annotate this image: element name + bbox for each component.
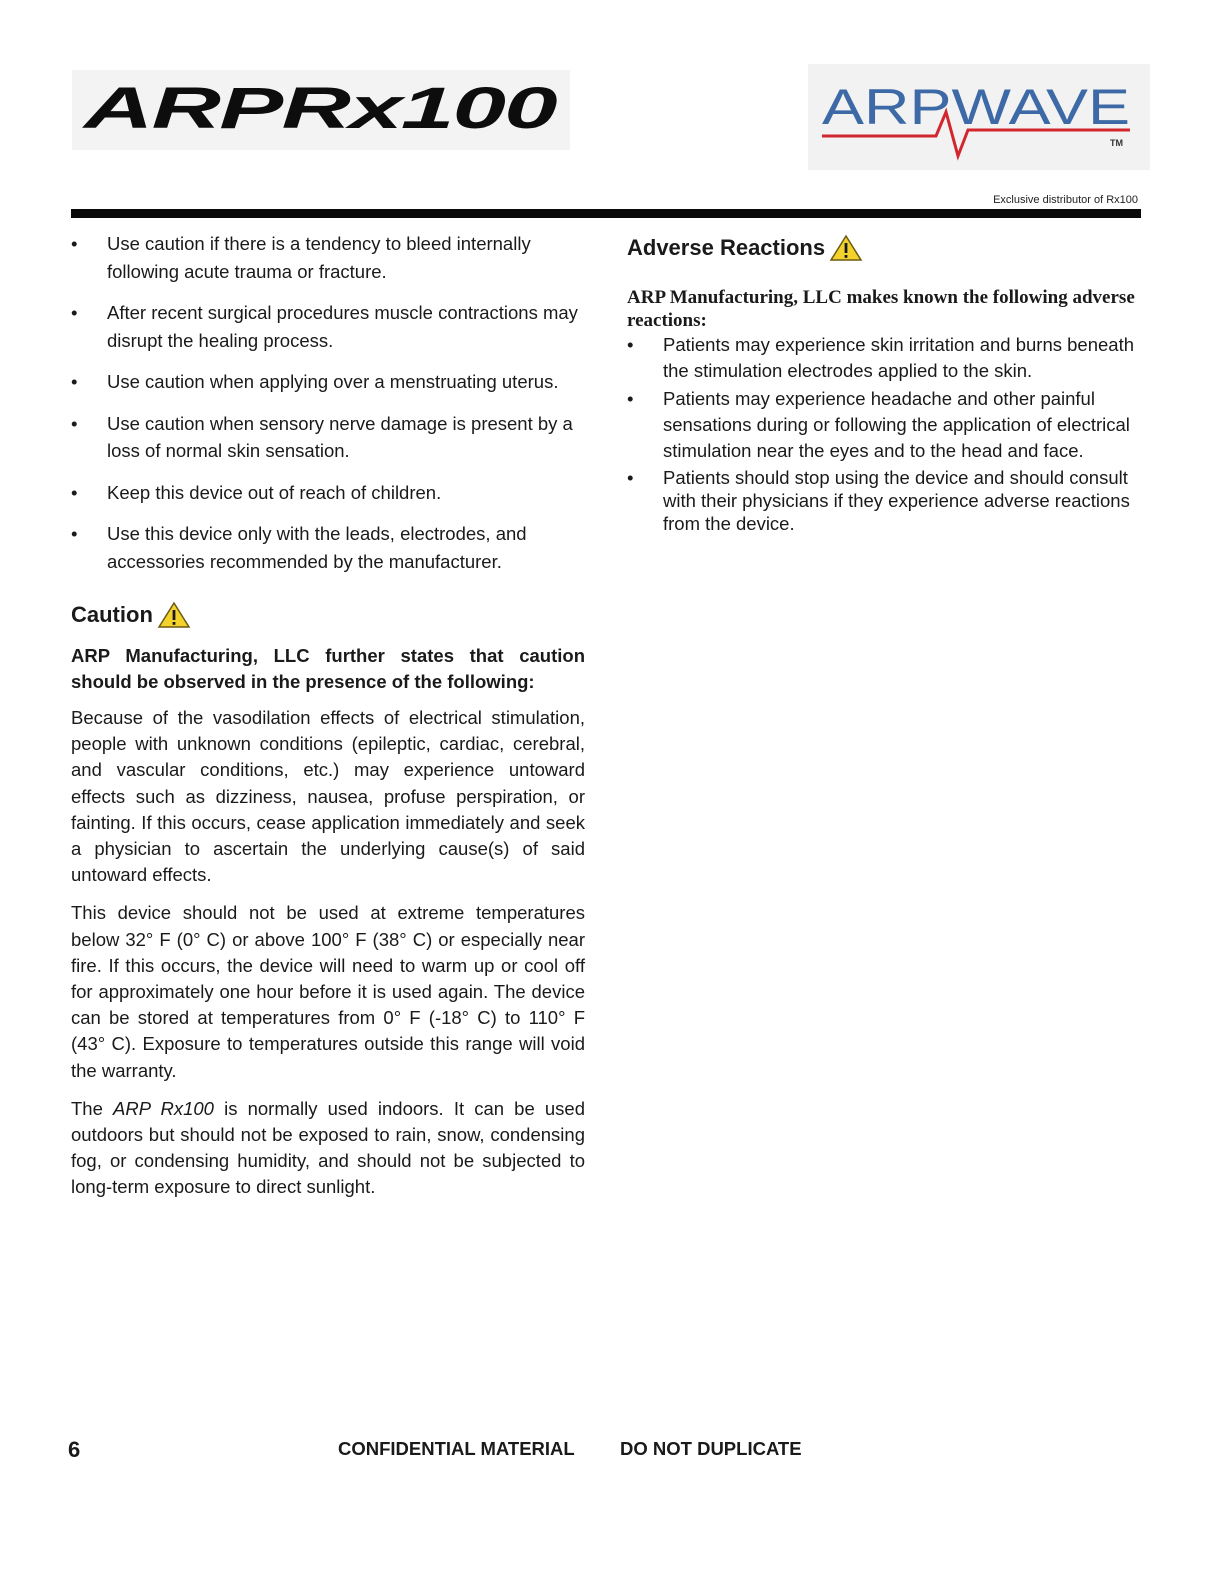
usage-paragraph — [71, 1096, 585, 1201]
caution-lead: ARP Manufacturing, LLC further states that caution should be observed in the presence of the following: — [71, 645, 585, 692]
list-item: • Use caution when sensory nerve damage is present by a loss of normal skin sensation. — [71, 410, 585, 465]
usage-prefix: The — [71, 1097, 114, 1119]
list-item: • Use caution if there is a tendency to bleed internally following acute trauma or fracture. — [71, 230, 585, 285]
warning-icon — [157, 601, 191, 629]
distributor-note: Exclusive distributor of Rx100 — [993, 194, 1138, 206]
caution-heading — [71, 601, 585, 629]
arprx100-logo — [72, 70, 570, 150]
list-item: • After recent surgical procedures muscle contractions may disrupt the healing process. — [71, 299, 585, 354]
precautions-list — [71, 230, 585, 575]
trademark-mark: TM — [1110, 138, 1123, 148]
arpwave-logo — [808, 64, 1150, 170]
confidential-notice: CONFIDENTIAL MATERIAL — [338, 1438, 575, 1459]
list-item: • Patients may experience headache and other painful sensations during or following the application of electrical stimulation near the eyes and to the head and face. — [627, 386, 1137, 464]
caution-paragraph: Because of the vasodilation effects of electrical stimulation, people with unknown conditions (epileptic, cardiac, cerebral, and vascular conditions, etc.) may experience untoward effects such as dizziness, nausea, profuse perspiration, or fainting. If this occurs, cease application immediately and seek a physician to ascertain the underlying cause(s) of said untoward effects. — [71, 707, 585, 886]
list-item: • Patients may experience skin irritation and burns beneath the stimulation electrodes applied to the skin. — [627, 332, 1137, 384]
adverse-reactions-heading — [627, 234, 1137, 262]
adverse-reactions-lead: ARP Manufacturing, LLC makes known the following adverse reactions: — [627, 287, 1135, 331]
right-column — [627, 230, 1137, 537]
list-item: • Use caution when applying over a menstruating uterus. — [71, 368, 585, 396]
header-divider — [71, 209, 1141, 218]
adverse-reactions-list — [627, 332, 1137, 535]
usage-text: is normally used indoors. It can be used outdoors but should not be exposed to rain, snow, condensing fog, or condensing humidity, and should not be subjected to long-term exposure to direct sunlight. — [71, 1097, 586, 1198]
do-not-duplicate-notice: DO NOT DUPLICATE — [620, 1438, 802, 1459]
temperature-paragraph: This device should not be used at extreme temperatures below 32° F (0° C) or above 100° F (38° C) or especially near fire. If this occurs, the device will need to warm up or cool off for approximately one hour before it is used again. The device can be stored at temperatures from 0° F (-18° C) to 110° F (43° C). Exposure to temperatures outside this range will void the warranty. — [71, 902, 585, 1081]
warning-icon — [829, 234, 863, 262]
arprx100-logo-text: ARPRx100 — [80, 76, 558, 141]
product-name: ARP Rx100 — [113, 1097, 214, 1119]
page-number: 6 — [68, 1437, 81, 1462]
caution-title: Caution — [71, 602, 153, 627]
arpwave-logo-text: ARPWAVE — [822, 79, 1130, 135]
left-column — [71, 230, 585, 1213]
list-item: • Use this device only with the leads, electrodes, and accessories recommended by the manufacturer. — [71, 520, 585, 575]
adverse-reactions-title: Adverse Reactions — [627, 235, 826, 260]
list-item: • Keep this device out of reach of children. — [71, 479, 585, 507]
list-item: • Patients should stop using the device and should consult with their physicians if they experience adverse reactions from the device. — [627, 466, 1137, 535]
